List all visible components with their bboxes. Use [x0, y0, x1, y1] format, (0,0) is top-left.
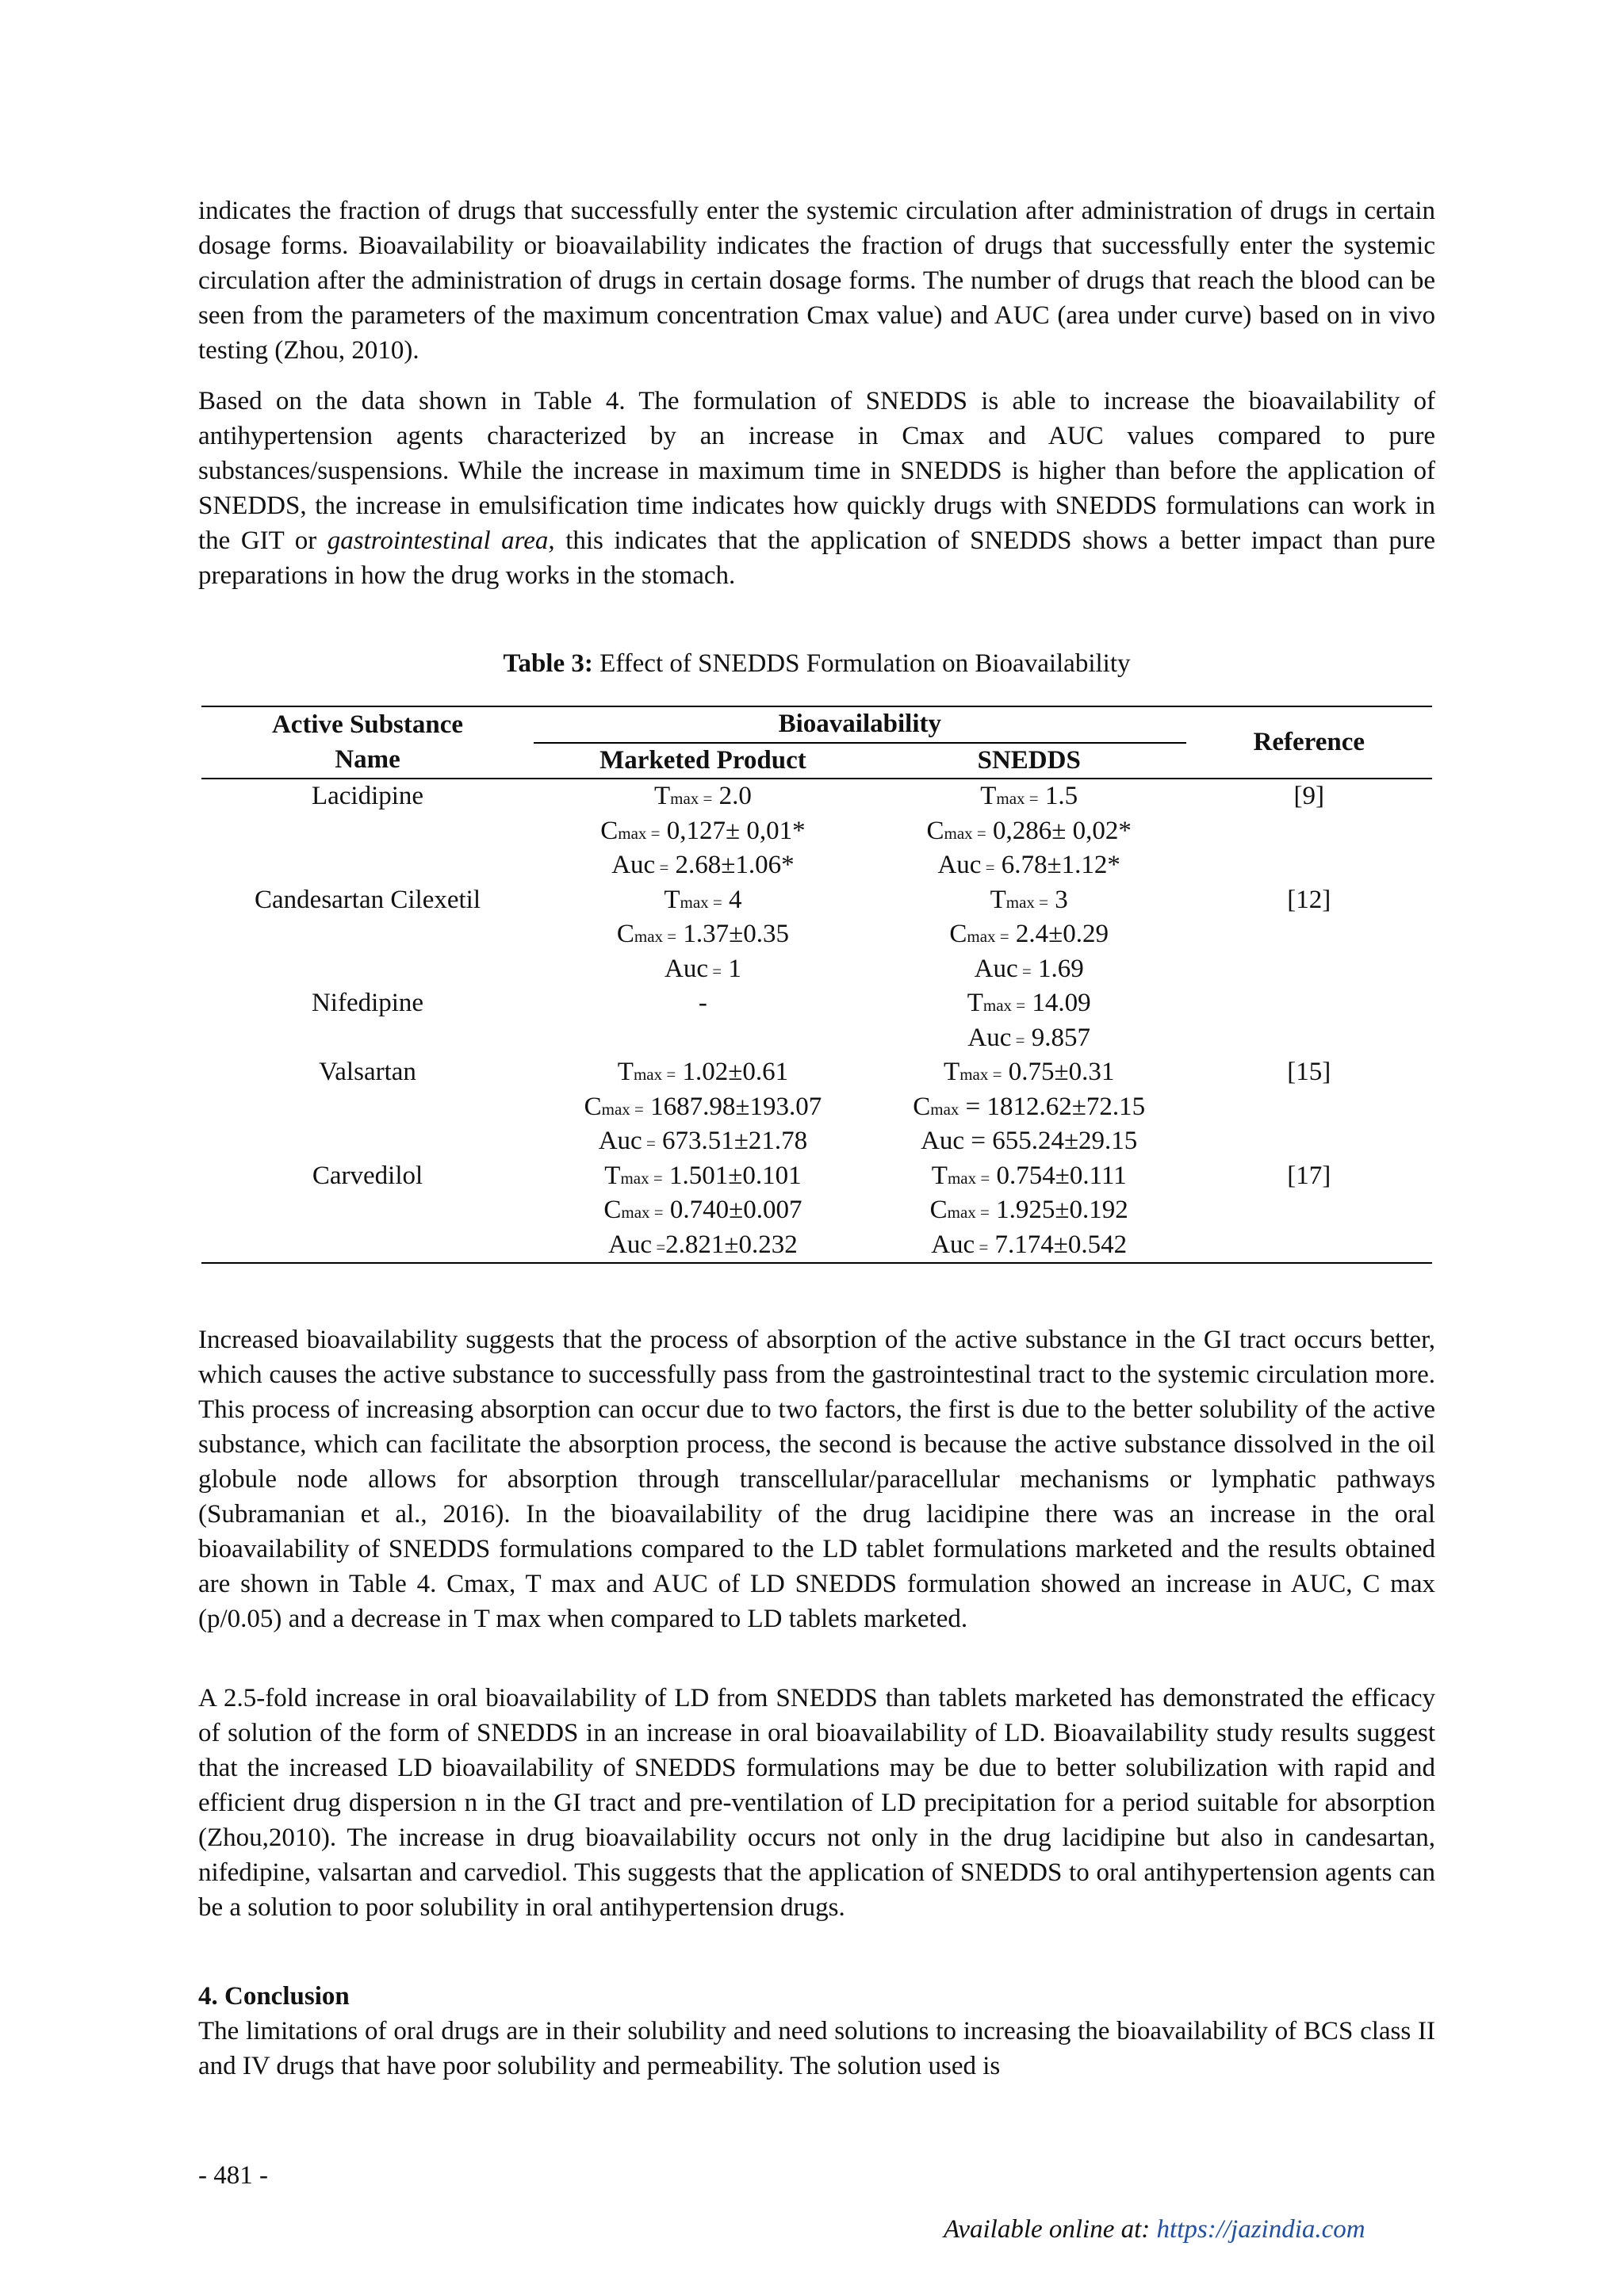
table-row [201, 883, 1432, 987]
pk-parameter [534, 1228, 872, 1263]
cell-marketed [534, 986, 872, 1055]
header-snedds: SNEDDS [872, 743, 1186, 779]
pk-subscript: = [981, 858, 995, 877]
pk-value: 0,286± 0,02* [986, 816, 1132, 845]
pk-parameter [872, 1228, 1186, 1263]
cell-active-substance: Candesartan Cilexetil [255, 885, 481, 914]
cell-snedds [872, 986, 1186, 1055]
pk-symbol: C [949, 920, 967, 948]
pk-value: 1.02±0.61 [676, 1058, 789, 1086]
header-marketed-product: Marketed Product [534, 743, 872, 779]
pk-symbol: Auc [608, 1230, 653, 1259]
pk-subscript: max = [620, 1168, 663, 1188]
pk-symbol: C [600, 816, 619, 845]
pk-value: 1.5 [1038, 782, 1078, 810]
pk-subscript: = [1017, 961, 1032, 981]
pk-parameter [534, 1055, 872, 1090]
paragraph-text: Increased bioavailability suggests that the process of absorption of the active substance in the GI tract occurs better, which causes the active substance to successfully pass from the gastrointestinal tract to the systemic circulation more. This process of increasing absorption can occur due to two factors, the first is due to the better solubility of the active substance, which can facilitate the absorption process, the second is because the active substance dissolved in the oil globule node allows for absorption through transcellular/paracellular mechanisms or lymphatic pathways (Subramanian et al., 2016). In the bioavailability of the drug lacidipine there was an increase in the oral bioavailability of SNEDDS formulations compared to the LD tablet formulations marketed and the results obtained are shown in Table 4. Cmax, T max and AUC of LD SNEDDS formulation showed an increase in AUC, C max (p/0.05) and a decrease in T max when compared to LD tablets marketed. [198, 1326, 1435, 1633]
pk-value: 7.174±0.542 [988, 1230, 1128, 1259]
pk-value: 1.69 [1031, 954, 1084, 983]
cell-marketed [534, 779, 872, 883]
header-active-substance-line2: Name [201, 743, 534, 779]
pk-subscript: = [708, 961, 722, 981]
pk-symbol: C [584, 1092, 602, 1121]
pk-subscript: = [652, 1237, 666, 1257]
table-caption-text: Effect of SNEDDS Formulation on Bioavailability [592, 649, 1131, 678]
pk-symbol: T [664, 885, 680, 914]
pk-subscript: max = [996, 789, 1039, 808]
pk-parameter [872, 917, 1186, 952]
pk-symbol: Auc [937, 851, 982, 879]
pk-parameter [534, 1090, 872, 1125]
pk-symbol: Auc [598, 1127, 642, 1155]
pk-value: 1.37±0.35 [676, 920, 789, 948]
pk-symbol: C [603, 1196, 622, 1224]
body-paragraph-5 [198, 2014, 1435, 2101]
pk-parameter [534, 883, 872, 918]
pk-value: = 1812.62±72.15 [959, 1092, 1146, 1121]
header-bioavailability: Bioavailability [534, 706, 1186, 743]
pk-parameter [872, 883, 1186, 918]
paragraph-text: indicates the fraction of drugs that successfully enter the systemic circulation after administration of drugs in certain dosage forms. Bioavailability or bioavailability indicates the fraction of drugs that successfully enter the systemic circulation after the administration of drugs in certain dosage forms. The number of drugs that reach the blood can be seen from the parameters of the maximum concentration Cmax value) and AUC (area under curve) based on in vivo testing (Zhou, 2010). [198, 197, 1435, 365]
cell-snedds [872, 779, 1186, 883]
pk-symbol: T [944, 1058, 960, 1086]
pk-value: 9.857 [1025, 1023, 1090, 1052]
pk-subscript: max = [947, 1168, 990, 1188]
cell-marketed [534, 883, 872, 987]
pk-subscript: max = [680, 892, 722, 912]
pk-subscript: max = [670, 789, 713, 808]
pk-symbol: Auc [611, 851, 656, 879]
paragraph-italic-term: gastrointestinal area, [327, 526, 555, 555]
pk-value: 1687.98±193.07 [643, 1092, 822, 1121]
cell-marketed [534, 1159, 872, 1264]
pk-symbol: T [967, 989, 983, 1017]
pk-value: 1.925±0.192 [989, 1196, 1128, 1224]
pk-symbol: T [653, 782, 671, 810]
pk-symbol: Auc [921, 1127, 965, 1155]
pk-subscript: max = [944, 823, 986, 843]
pk-symbol: C [926, 816, 944, 845]
pk-parameter [534, 952, 872, 987]
pk-parameter [534, 1159, 872, 1194]
pk-parameter [872, 1159, 1186, 1194]
pk-parameter [534, 1124, 872, 1159]
pk-symbol: T [980, 782, 997, 810]
pk-value: 4 [722, 885, 742, 914]
pk-symbol: T [931, 1161, 948, 1190]
pk-symbol: Auc [665, 954, 708, 983]
pk-parameter [872, 952, 1186, 987]
cell-snedds [872, 883, 1186, 987]
pk-subscript: max = [618, 823, 661, 843]
cell-reference: [12] [1287, 885, 1331, 914]
cell-reference: [9] [1293, 782, 1325, 810]
cell-reference: [15] [1287, 1058, 1331, 1086]
pk-value: - [698, 989, 707, 1017]
body-paragraph-3 [198, 1322, 1435, 1654]
pk-symbol: T [990, 885, 1006, 914]
pk-parameter [534, 917, 872, 952]
pk-parameter [872, 779, 1186, 814]
body-paragraph-4 [198, 1681, 1435, 1942]
table-row [201, 779, 1432, 883]
paragraph-text-part: this indicates that the application of SNEDDS shows a better impact than pure preparations in how the drug works in the stomach. [198, 526, 1435, 590]
pk-subscript: max = [959, 1065, 1002, 1084]
pk-value: 1.501±0.101 [662, 1161, 802, 1190]
cell-marketed [534, 1055, 872, 1159]
table-body [201, 779, 1432, 1263]
paragraph-text: A 2.5-fold increase in oral bioavailability of LD from SNEDDS than tablets marketed has demonstrated the efficacy of solution of the form of SNEDDS in an increase in oral bioavailability of LD. Bioavailability study results suggest that the increased LD bioavailability of SNEDDS formulations may be due to better solubilization with rapid and efficient drug dispersion n in the GI tract and pre-ventilation of LD precipitation for a period suitable for absorption (Zhou,2010). The increase in drug bioavailability occurs not only in the drug lacidipine but also in candesartan, nifedipine, valsartan and carvediol. This suggests that the application of SNEDDS to oral antihypertension agents can be a solution to poor solubility in oral antihypertension drugs. [198, 1684, 1435, 1922]
pk-parameter [872, 1124, 1186, 1159]
pk-value: 2.68±1.06* [668, 851, 795, 879]
pk-value: 3 [1048, 885, 1068, 914]
pk-subscript: max = [947, 1203, 990, 1222]
pk-parameter [872, 1193, 1186, 1228]
pk-subscript: = [655, 858, 669, 877]
cell-snedds [872, 1055, 1186, 1159]
paragraph-text: The limitations of oral drugs are in their solubility and need solutions to increasing the bioavailability of BCS class II and IV drugs that have poor solubility and permeability. The solution used is [198, 2017, 1435, 2080]
table-caption-label: Table 3: [503, 649, 593, 678]
paragraph-text-part: Based on the data shown in Table 4. The formulation of SNEDDS is able to increase the bioavailability of antihypertension agents characterized by an increase in Cmax and AUC values compared to pure substances/suspensions. While the increase in maximum time in SNEDDS is higher than before the application of SNEDDS, the increase in emulsification time indicates how quickly drugs with SNEDDS formulations can work in the GIT or [198, 387, 1435, 555]
pk-value: 14.09 [1025, 989, 1091, 1017]
pk-parameter [534, 779, 872, 814]
pk-parameter [534, 848, 872, 883]
pk-value: 6.78±1.12* [994, 851, 1120, 879]
pk-symbol: Auc [967, 1023, 1012, 1052]
pk-value: = 655.24±29.15 [964, 1127, 1138, 1155]
pk-parameter [872, 1055, 1186, 1090]
footer-availability [944, 2215, 1365, 2244]
page-number: - 481 - [198, 2161, 268, 2190]
pk-symbol: T [604, 1161, 621, 1190]
pk-value: 0.740±0.007 [663, 1196, 802, 1224]
cell-active-substance: Valsartan [319, 1058, 416, 1086]
table-caption [198, 646, 1435, 681]
pk-subscript: max = [601, 1099, 644, 1119]
pk-value: 2.821±0.232 [665, 1230, 798, 1259]
pk-subscript: max = [1005, 892, 1049, 912]
cell-active-substance: Lacidipine [311, 782, 424, 810]
pk-symbol: C [929, 1196, 948, 1224]
pk-subscript: max [930, 1099, 959, 1119]
pk-value: 2.4±0.29 [1009, 920, 1109, 948]
cell-active-substance: Carvedilol [201, 1159, 534, 1264]
cell-snedds [872, 1159, 1186, 1264]
pk-subscript: max = [634, 927, 677, 946]
pk-value: 673.51±21.78 [655, 1127, 808, 1155]
pk-parameter [534, 986, 872, 1021]
pk-subscript: max = [621, 1203, 664, 1222]
footer-label: Available online at: [944, 2215, 1157, 2244]
pk-symbol: C [616, 920, 634, 948]
pk-subscript: = [642, 1134, 656, 1153]
pk-symbol: Auc [974, 954, 1018, 983]
pk-subscript: max = [967, 927, 1009, 946]
cell-reference: [17] [1186, 1159, 1432, 1264]
pk-symbol: T [617, 1058, 634, 1086]
paragraph-text [198, 384, 1435, 593]
pk-parameter [872, 814, 1186, 849]
pk-parameter [872, 1090, 1186, 1125]
pk-value: 0.754±0.111 [990, 1161, 1127, 1190]
pk-parameter [534, 1193, 872, 1228]
cell-active-substance: Nifedipine [311, 989, 424, 1017]
pk-symbol: C [913, 1092, 931, 1121]
table-row [201, 1055, 1432, 1159]
pk-value: 2.0 [712, 782, 752, 810]
table-row [201, 986, 1432, 1055]
pk-value: 1 [722, 954, 741, 983]
pk-value: 0.75±0.31 [1002, 1058, 1115, 1086]
header-reference: Reference [1186, 706, 1432, 779]
pk-parameter [872, 1021, 1186, 1056]
body-paragraph-1 [198, 193, 1435, 385]
pk-parameter [534, 814, 872, 849]
pk-value: 0,127± 0,01* [660, 816, 806, 845]
body-paragraph-2 [198, 384, 1435, 610]
pk-symbol: Auc [931, 1230, 975, 1259]
pk-parameter [872, 986, 1186, 1021]
pk-subscript: max = [982, 996, 1026, 1015]
pk-subscript: max = [633, 1065, 676, 1084]
footer-url-link[interactable]: https://jazindia.com [1156, 2215, 1365, 2244]
pk-subscript: = [975, 1237, 989, 1257]
pk-subscript: = [1011, 1030, 1025, 1050]
header-active-substance-line1: Active Substance [201, 706, 534, 743]
pk-parameter [872, 848, 1186, 883]
bioavailability-table [201, 706, 1432, 1264]
table-row [201, 1159, 1432, 1264]
section-heading-conclusion: 4. Conclusion [198, 1982, 350, 2011]
cell-reference [1186, 986, 1432, 1055]
